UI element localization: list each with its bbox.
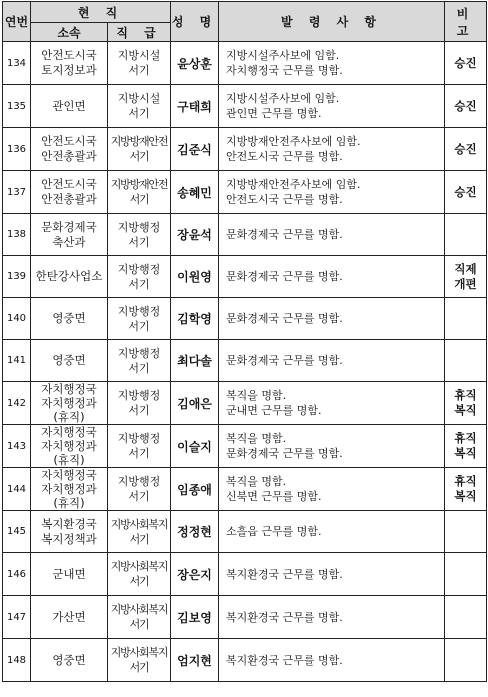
grade-line: 지방행정: [117, 475, 161, 488]
remark-line: 복직: [454, 446, 477, 460]
department-line: 복지정책과: [41, 531, 97, 546]
table-row: [3, 468, 487, 511]
grade-line: 서기: [129, 150, 149, 163]
current-department: [31, 425, 108, 468]
table-row: [3, 382, 487, 425]
row-number: 142: [3, 382, 31, 425]
order-line: 지방시설주사보에 임함.: [226, 49, 340, 62]
grade-line: 지방시설: [117, 92, 161, 105]
order-line: 문화경제국 근무를 명함.: [226, 270, 343, 283]
row-number: 143: [3, 425, 31, 468]
order-line: 복직을 명함.: [226, 432, 287, 445]
employee-name: 장윤석: [171, 214, 219, 256]
order-line: 복지환경국 근무를 명함.: [226, 653, 343, 667]
table-row: [3, 42, 487, 85]
department-line: 축산과: [52, 234, 86, 249]
department-line: 복지환경국: [41, 516, 97, 531]
remark-line: 승진: [454, 184, 477, 199]
department-line: 문화경제국: [41, 219, 97, 234]
header-row-top: [3, 2, 487, 23]
table-row: [3, 511, 487, 553]
remark-line: 복직: [454, 403, 477, 417]
employee-name: 김보영: [171, 596, 219, 639]
grade-line: 지방행정: [117, 432, 161, 445]
row-number: 136: [3, 128, 31, 171]
grade-line: 지방방재안전: [110, 178, 168, 191]
grade-line: 지방사회복지: [110, 603, 168, 616]
current-department: [31, 639, 108, 682]
remark-line: 복직: [454, 489, 477, 503]
employee-name: 윤상훈: [171, 42, 219, 85]
appointment-order: [219, 340, 445, 382]
department-line: 자치행정국: [41, 425, 97, 439]
order-line: 지방방재안전주사보에 임함.: [226, 178, 361, 191]
current-grade: [108, 256, 171, 298]
appointment-order: [219, 382, 445, 425]
remark: [445, 171, 487, 214]
table-row: [3, 214, 487, 256]
current-grade: [108, 596, 171, 639]
grade-line: 서기: [128, 447, 150, 460]
order-line: 문화경제국 근무를 명함.: [226, 447, 343, 460]
order-line: 지방방재안전주사보에 임함.: [226, 135, 361, 148]
appointment-order: [219, 639, 445, 682]
employee-name: 이슬지: [171, 425, 219, 468]
appointment-order: [219, 171, 445, 214]
row-number: 141: [3, 340, 31, 382]
grade-line: 서기: [128, 319, 150, 333]
order-line: 안전도시국 근무를 명함.: [226, 193, 343, 206]
order-line: 문화경제국 근무를 명함.: [226, 312, 343, 325]
table-row: [3, 128, 487, 171]
current-department: [31, 42, 108, 85]
grade-line: 지방사회복지: [110, 646, 168, 659]
current-department: [31, 553, 108, 596]
header-col-name: 성 명: [171, 2, 219, 42]
grade-line: 지방사회복지: [110, 517, 168, 531]
table-row: [3, 298, 487, 340]
remark-line: 승진: [454, 98, 477, 113]
order-line: 자치행정국 근무를 명함.: [226, 64, 343, 77]
current-grade: [108, 340, 171, 382]
employee-name: 최다솔: [171, 340, 219, 382]
grade-line: 지방행정: [117, 346, 161, 360]
department-line: 영중면: [52, 311, 86, 325]
current-grade: [108, 553, 171, 596]
remark: [445, 298, 487, 340]
order-line: 문화경제국 근무를 명함.: [226, 354, 343, 367]
employee-name: 김애은: [171, 382, 219, 425]
row-number: 137: [3, 171, 31, 214]
order-line: 군내면 근무를 명함.: [226, 404, 322, 417]
row-number: 145: [3, 511, 31, 553]
remark: [445, 214, 487, 256]
order-line: 신북면 근무를 명함.: [226, 490, 322, 503]
current-department: [31, 171, 108, 214]
remark: [445, 425, 487, 468]
grade-line: 서기: [128, 361, 150, 375]
remark-line: 휴직: [454, 431, 477, 445]
grade-line: 서기: [128, 277, 150, 291]
department-line: 토지정보과: [41, 63, 97, 77]
grade-line: 서기: [129, 618, 149, 631]
header-col-note: 비 고: [445, 2, 487, 42]
grade-line: 지방시설: [117, 49, 161, 62]
order-line: 지방시설주사보에 임함.: [226, 92, 340, 105]
remark: [445, 85, 487, 128]
remark-line: 휴직: [454, 388, 477, 402]
current-department: [31, 468, 108, 511]
appointment-order: [219, 596, 445, 639]
grade-line: 서기: [128, 64, 150, 77]
remark: [445, 596, 487, 639]
employee-name: 장은지: [171, 553, 219, 596]
appointment-order: [219, 553, 445, 596]
grade-line: 서기: [129, 575, 149, 588]
department-line: 관인면: [52, 98, 86, 113]
remark-line: 직제: [454, 261, 477, 276]
department-line: 자치행정과: [41, 439, 97, 453]
department-line: (휴직): [53, 410, 85, 424]
order-line: 복지환경국 근무를 명함.: [226, 567, 343, 581]
current-department: [31, 214, 108, 256]
appointment-order: [219, 214, 445, 256]
employee-name: 구태희: [171, 85, 219, 128]
personnel-order-sheet: [2, 1, 486, 695]
row-number: 140: [3, 298, 31, 340]
current-department: [31, 256, 108, 298]
current-grade: [108, 382, 171, 425]
remark: [445, 382, 487, 425]
order-line: 복지환경국 근무를 명함.: [226, 610, 343, 624]
table-row: [3, 85, 487, 128]
remark: [445, 256, 487, 298]
department-line: (휴직): [53, 453, 85, 467]
grade-line: 지방방재안전: [110, 135, 168, 148]
order-line: 문화경제국 근무를 명함.: [226, 228, 343, 241]
department-line: 안전총괄과: [41, 149, 97, 163]
personnel-table: [2, 1, 487, 682]
employee-name: 엄지현: [171, 639, 219, 682]
department-line: 자치행정국: [41, 468, 97, 482]
current-grade: [108, 214, 171, 256]
department-line: 안전도시국: [41, 134, 97, 148]
department-line: 한탄강사업소: [35, 269, 103, 283]
current-grade: [108, 425, 171, 468]
department-line: 영중면: [52, 353, 86, 367]
order-line: 관인면 근무를 명함.: [226, 107, 322, 120]
current-grade: [108, 468, 171, 511]
table-row: [3, 596, 487, 639]
order-line: 복직을 명함.: [226, 475, 287, 488]
table-row: [3, 340, 487, 382]
appointment-order: [219, 468, 445, 511]
current-department: [31, 85, 108, 128]
table-row: [3, 553, 487, 596]
current-grade: [108, 42, 171, 85]
row-number: 146: [3, 553, 31, 596]
department-line: 자치행정과: [41, 482, 97, 496]
table-row: [3, 425, 487, 468]
appointment-order: [219, 128, 445, 171]
table-row: [3, 256, 487, 298]
table-row: [3, 171, 487, 214]
current-department: [31, 298, 108, 340]
current-grade: [108, 298, 171, 340]
current-grade: [108, 171, 171, 214]
row-number: 144: [3, 468, 31, 511]
grade-line: 서기: [129, 193, 149, 206]
appointment-order: [219, 511, 445, 553]
department-line: 자치행정국: [41, 382, 97, 396]
table-row: [3, 639, 487, 682]
row-number: 147: [3, 596, 31, 639]
order-line: 소흘읍 근무를 명함.: [226, 525, 322, 538]
current-department: [31, 596, 108, 639]
department-line: 자치행정과: [41, 396, 97, 410]
remark-line: 휴직: [454, 474, 477, 488]
remark-line: 개편: [454, 276, 477, 291]
current-department: [31, 340, 108, 382]
current-grade: [108, 85, 171, 128]
remark: [445, 553, 487, 596]
grade-line: 서기: [128, 490, 150, 503]
current-grade: [108, 639, 171, 682]
grade-line: 지방행정: [117, 389, 161, 402]
remark-line: 승진: [454, 55, 477, 70]
current-grade: [108, 511, 171, 553]
remark: [445, 340, 487, 382]
employee-name: 정정현: [171, 511, 219, 553]
grade-line: 서기: [129, 532, 149, 546]
grade-line: 서기: [128, 404, 150, 417]
grade-line: 서기: [129, 661, 149, 674]
grade-line: 지방사회복지: [110, 560, 168, 573]
appointment-order: [219, 425, 445, 468]
employee-name: 송혜민: [171, 171, 219, 214]
order-line: 안전도시국 근무를 명함.: [226, 150, 343, 163]
remark-line: 승진: [454, 141, 477, 156]
order-line: 복직을 명함.: [226, 389, 287, 402]
department-line: 안전도시국: [41, 48, 97, 62]
appointment-order: [219, 85, 445, 128]
grade-line: 지방행정: [117, 262, 161, 276]
header-col-order: 발 령 사 항: [219, 2, 445, 42]
remark: [445, 42, 487, 85]
remark: [445, 639, 487, 682]
remark: [445, 511, 487, 553]
header-col-current: 현 직: [31, 2, 171, 23]
department-line: 안전도시국: [41, 177, 97, 191]
header-col-dept: 소속: [31, 23, 108, 42]
grade-line: 서기: [128, 235, 150, 249]
appointment-order: [219, 298, 445, 340]
row-number: 138: [3, 214, 31, 256]
department-line: 영중면: [52, 652, 86, 667]
grade-line: 지방행정: [117, 220, 161, 234]
header-col-grade: 직 급: [108, 23, 171, 42]
current-department: [31, 511, 108, 553]
employee-name: 김준식: [171, 128, 219, 171]
appointment-order: [219, 42, 445, 85]
current-grade: [108, 128, 171, 171]
employee-name: 김학영: [171, 298, 219, 340]
remark: [445, 128, 487, 171]
row-number: 134: [3, 42, 31, 85]
department-line: 군내면: [52, 566, 86, 581]
employee-name: 임종애: [171, 468, 219, 511]
grade-line: 서기: [128, 107, 150, 120]
department-line: 안전총괄과: [41, 192, 97, 206]
department-line: 가산면: [52, 609, 86, 624]
grade-line: 지방행정: [117, 304, 161, 318]
header-col-no: 연번: [3, 2, 31, 42]
row-number: 148: [3, 639, 31, 682]
appointment-order: [219, 256, 445, 298]
row-number: 135: [3, 85, 31, 128]
department-line: (휴직): [53, 496, 85, 510]
current-department: [31, 128, 108, 171]
row-number: 139: [3, 256, 31, 298]
current-department: [31, 382, 108, 425]
employee-name: 이원영: [171, 256, 219, 298]
remark: [445, 468, 487, 511]
